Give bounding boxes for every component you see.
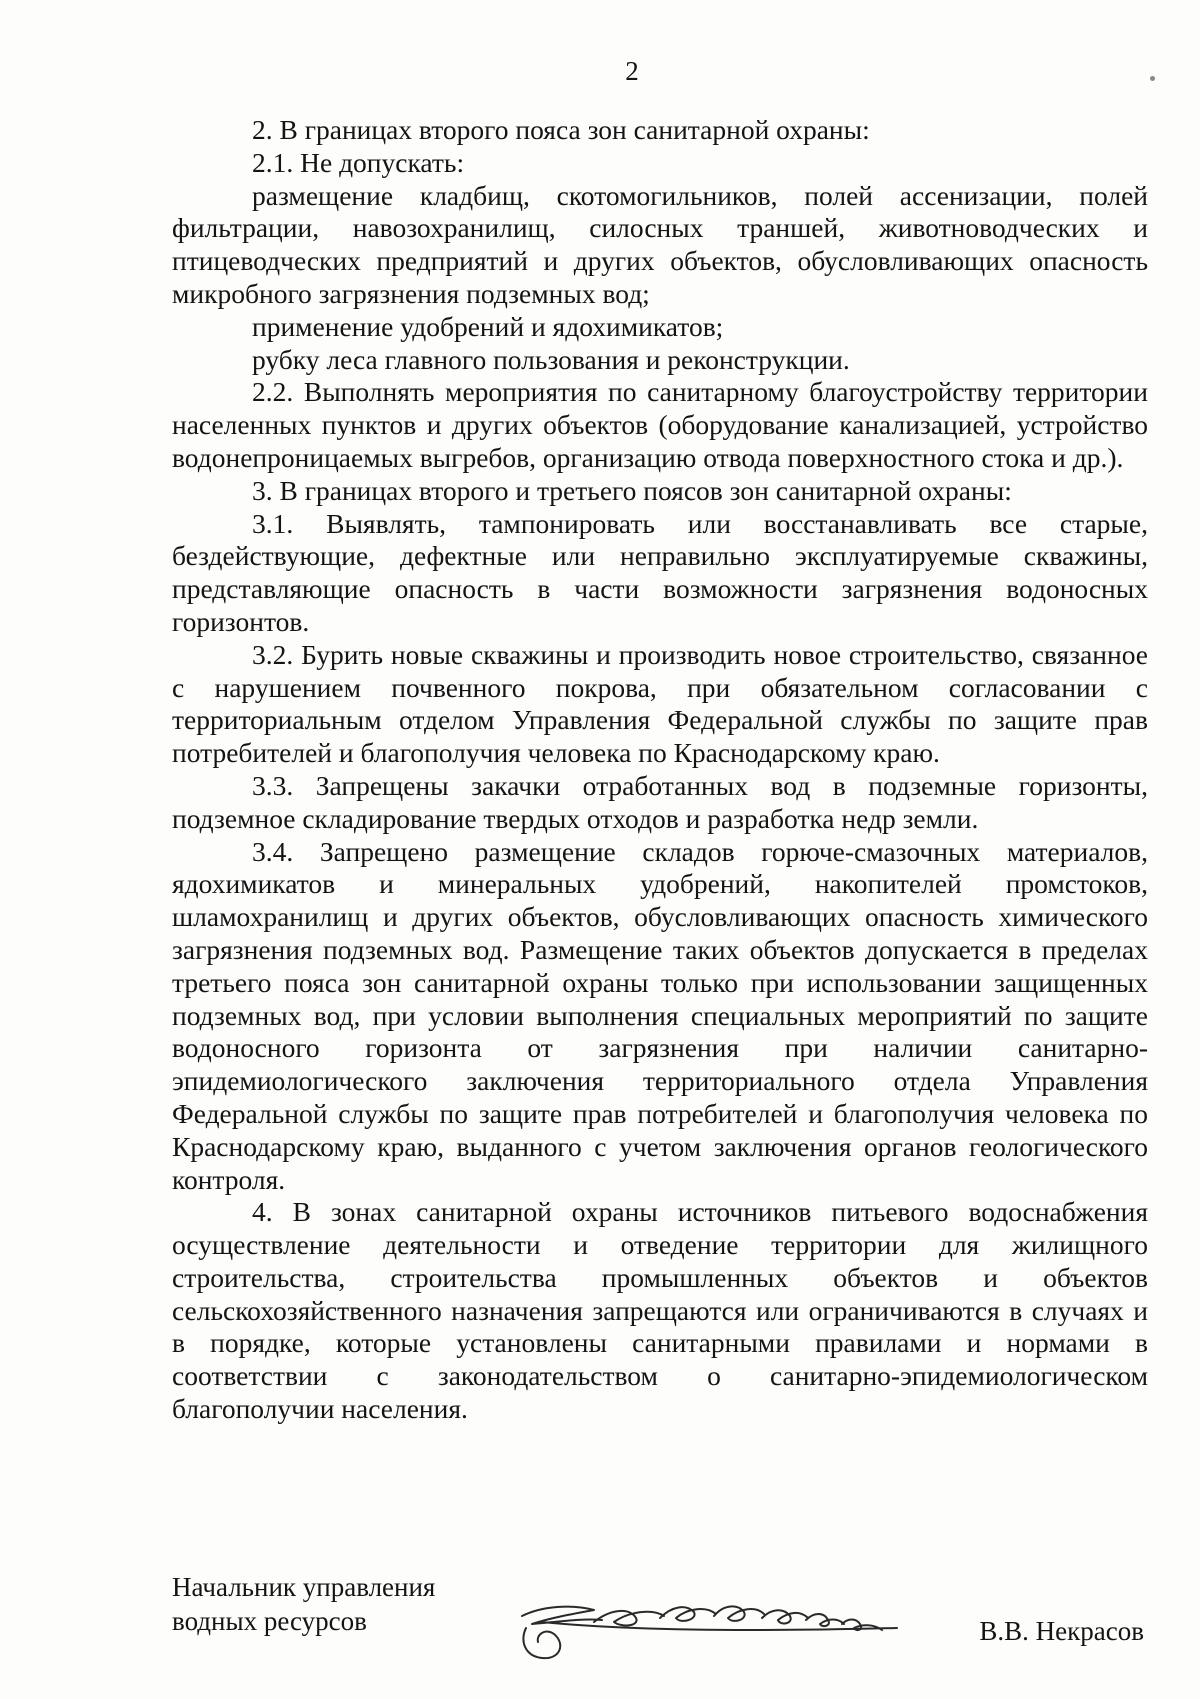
paragraph-2-1: 2.1. Не допускать: [252, 146, 465, 178]
paragraph-3-3: 3.3. Запрещены закачки отработанных вод в подземные горизонты, подземное складирование твердых отходов и разработка недр земли. [172, 769, 1148, 834]
handwritten-signature [502, 1578, 922, 1668]
paragraph-3-4: 3.4. Запрещено размещение складов горюче-смазочных материалов, ядохимикатов и минеральных удобрений, накопителей промстоков, шламохранилищ и других объектов, обусловливающих опасность химического загрязнения подземных вод. Размещение таких объектов допускается в пределах третьего пояса зон санитарной охраны только при использовании защищенных подземных вод, при условии выполнения специальных мероприятий по защите водоносного горизонта от загрязнения при наличии санитарно-эпидемиологического заключения территориального отдела Управления Федеральной службы по защите прав потребителей и благополучия человека по Краснодарскому краю, выданного с учетом заключения органов геологического контроля. [172, 835, 1148, 1195]
paragraph-4: 4. В зонах санитарной охраны источников питьевого водоснабжения осуществление деятельности и отведение территории для жилищного строительства, строительства промышленных объектов и объектов сельскохозяйственного назначения запрещаются или ограничиваются в случаях и в порядке, которые установлены санитарными правилами и нормами в соответствии с законодательством о санитарно-эпидемиологическом благополучии населения. [172, 1196, 1148, 1425]
paragraph-2: 2. В границах второго пояса зон санитарной охраны: [252, 114, 870, 145]
signatory-name: В.В. Некрасов [979, 1616, 1144, 1646]
document-body [172, 114, 1148, 1426]
signatory-title-line1: Начальник управления [172, 1572, 436, 1602]
paragraph-2-1-item-2: применение удобрений и ядохимикатов; [252, 310, 724, 342]
signatory-title [172, 1570, 492, 1638]
page-number: 2 [625, 56, 639, 86]
paragraph-2-2: 2.2. Выполнять мероприятия по санитарному благоустройству территории населенных пунктов и других объектов (оборудование канализацией, устройство водонепроницаемых выгребов, организацию отвода поверхностного стока и др.). [172, 376, 1148, 473]
paragraph-2-1-item-1: размещение кладбищ, скотомогильников, полей ассенизации, полей фильтрации, навозохранилищ, силосных траншей, животноводческих и птицеводческих предприятий и других объектов, обусловливающих опасность микробного загрязнения подземных вод; [172, 179, 1148, 309]
paragraph-2-1-item-3: рубку леса главного пользования и реконструкции. [252, 343, 850, 375]
paragraph-3-2: 3.2. Бурить новые скважины и производить новое строительство, связанное с нарушением почвенного покрова, при обязательном согласовании с территориальным отделом Управления Федеральной службы по защите прав потребителей и благополучия человека по Краснодарскому краю. [172, 638, 1148, 769]
paragraph-3: 3. В границах второго и третьего поясов зон санитарной охраны: [252, 474, 1012, 506]
signature-block [172, 1570, 1148, 1680]
signatory-title-line2: водных ресурсов [172, 1606, 367, 1636]
paragraph-3-1: 3.1. Выявлять, тампонировать или восстанавливать все старые, бездействующие, дефектные или неправильно эксплуатируемые скважины, представляющие опасность в части возможности загрязнения водоносных горизонтов. [172, 507, 1148, 637]
scan-speck [1150, 76, 1155, 81]
